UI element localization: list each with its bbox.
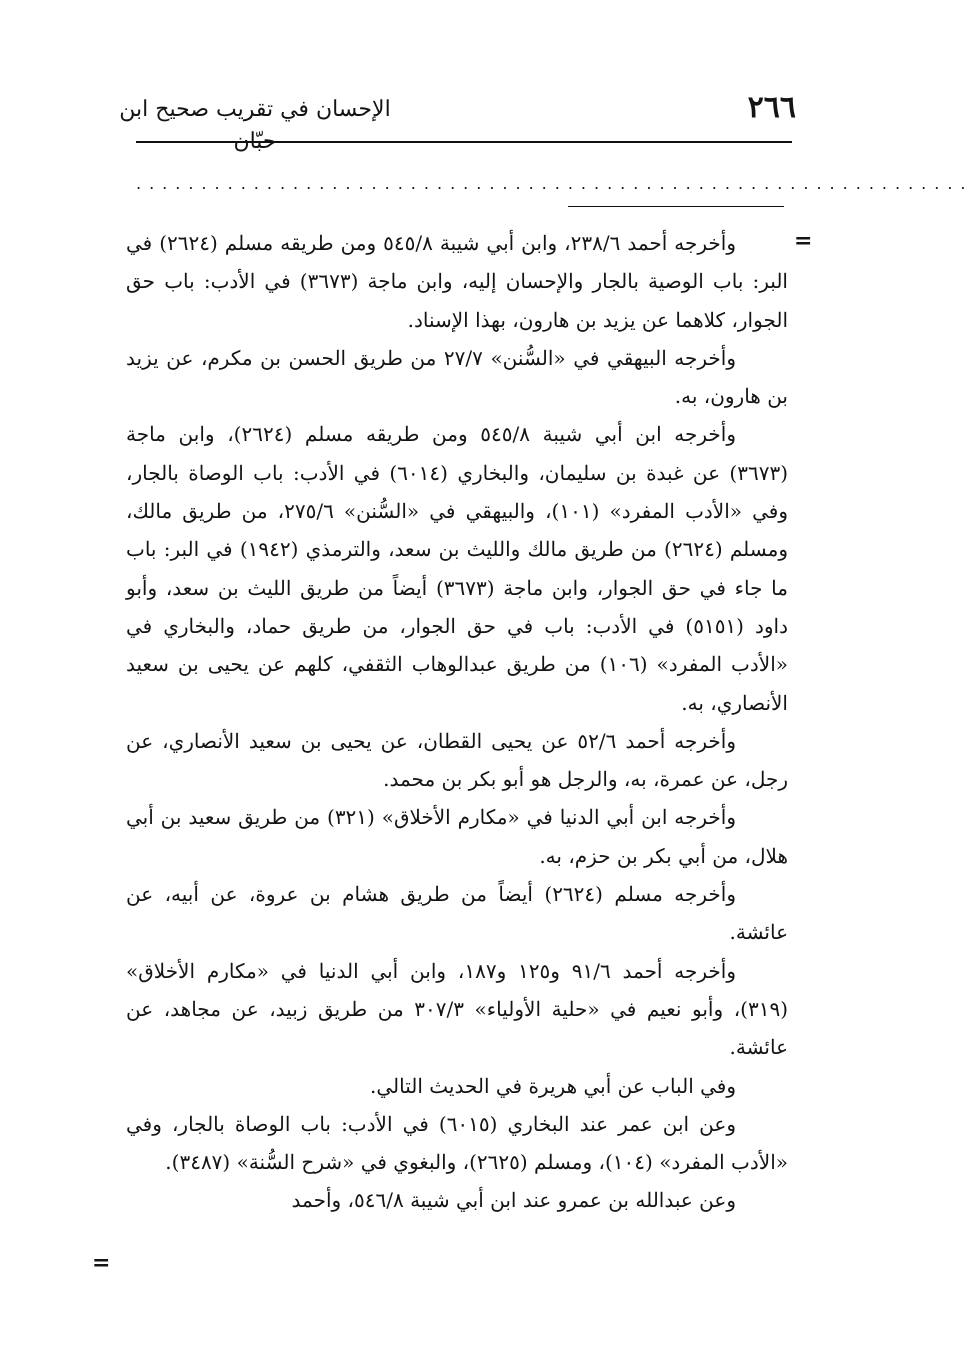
paragraph-9: وعن ابن عمر عند البخاري (٦٠١٥) في الأدب: باب الوصاة بالجار، وفي «الأدب المفرد» (١٠٤)، ومسلم (٢٦٢٥)، والبغوي في «شرح السُّنة» (٣٤٨٧). [126, 1111, 788, 1175]
paragraph-1: وأخرجه أحمد ٢٣٨/٦، وابن أبي شيبة ٥٤٥/٨ ومن طريقه مسلم (٢٦٢٤) في البر: باب الوصية بالجار والإحسان إليه، وابن ماجة (٣٦٧٣) في الأدب: باب حق الجوار، كلاهما عن يزيد بن هارون، بهذا الإسناد. [126, 231, 788, 332]
page-number: ٢٦٦ [747, 90, 796, 125]
continuation-mark-end: = [92, 1250, 111, 1276]
continuation-mark-start: = [794, 228, 813, 254]
footnote-text [126, 224, 788, 1220]
paragraph-2: وأخرجه البيهقي في «السُّنن» ٢٧/٧ من طريق الحسن بن مكرم، عن يزيد بن هارون، به. [126, 345, 788, 409]
paragraph-6: وأخرجه مسلم (٢٦٢٤) أيضاً من طريق هشام بن عروة، عن أبيه، عن عائشة. [126, 882, 788, 945]
paragraph-8: وفي الباب عن أبي هريرة في الحديث التالي. [369, 1073, 736, 1098]
paragraph-5: وأخرجه ابن أبي الدنيا في «مكارم الأخلاق» (٣٢١) من طريق سعيد بن أبي هلال، من أبي بكر بن حزم، به. [126, 805, 788, 868]
paragraph-3: وأخرجه ابن أبي شيبة ٥٤٥/٨ ومن طريقه مسلم (٢٦٢٤)، وابن ماجة (٣٦٧٣) عن غبدة بن سليمان، والبخاري (٦٠١٤) في الأدب: باب الوصاة بالجار، وفي «الأدب المفرد» (١٠١)، والبيهقي في «السُّنن» ٢٧٥/٦، من طريق مالك، ومسلم (٢٦٢٤) من طريق مالك والليث بن سعد، والترمذي (١٩٤٢) في البر: باب ما جاء في حق الجوار، وابن ماجة (٣٦٧٣) أيضاً من طريق الليث بن سعد، وأبو داود (٥١٥١) في الأدب: باب في حق الجوار، من طريق حماد، والبخاري في «الأدب المفرد» (١٠٦) من طريق عبدالوهاب الثقفي، كلهم عن يحيى بن سعيد الأنصاري، به. [126, 422, 789, 715]
paragraph-7: وأخرجه أحمد ٩١/٦ و١٢٥ و١٨٧، وابن أبي الدنيا في «مكارم الأخلاق» (٣١٩)، وأبو نعيم في «حلية الأولياء» ٣٠٧/٣ من طريق زبيد، عن مجاهد، عن عائشة. [126, 958, 788, 1060]
paragraph-4: وأخرجه أحمد ٥٢/٦ عن يحيى القطان، عن يحيى بن سعيد الأنصاري، عن رجل، عن عمرة، به، والرجل هو أبو بكر بن محمد. [126, 728, 788, 792]
header-rule [136, 141, 792, 143]
footnote-rule [568, 206, 784, 207]
paragraph-10: وعن عبدالله بن عمرو عند ابن أبي شيبة ٥٤٦/٨، وأحمد [291, 1188, 736, 1213]
running-title: الإحسان في تقريب صحيح ابن حبّان [119, 97, 391, 154]
dotted-leader: ................................................................ [136, 174, 974, 193]
